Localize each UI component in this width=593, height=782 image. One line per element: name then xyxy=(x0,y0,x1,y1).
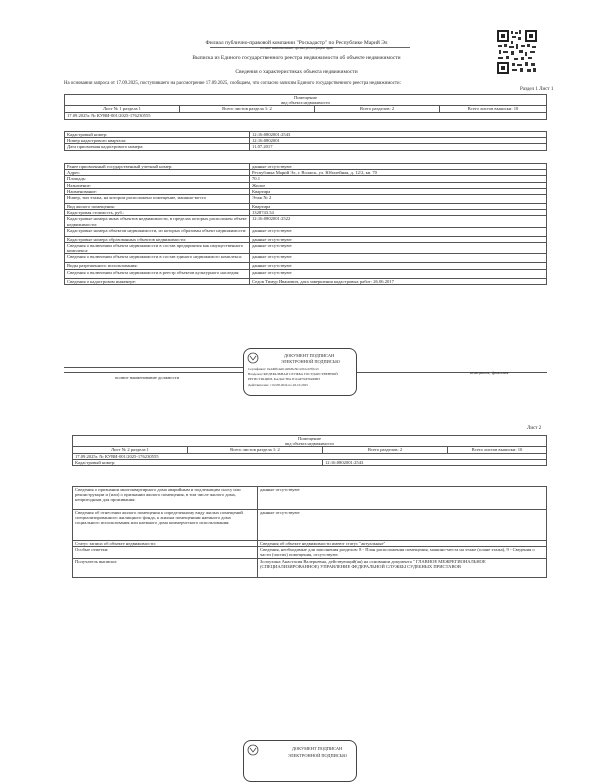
stamp1-title: ДОКУМЕНТ ПОДПИСАН xyxy=(284,353,335,358)
sheet2-object-kind: Помещение xyxy=(73,436,547,442)
row-value: Квартира xyxy=(250,204,547,210)
row-value: Этаж № 2 xyxy=(250,195,547,204)
row-label: Статус записи об объекте недвижимости: xyxy=(73,541,258,547)
table-row xyxy=(73,547,547,558)
stamp1-owner: Владелец: ФЕДЕРАЛЬНАЯ СЛУЖБА ГОСУДАРСТВЕННОЙ xyxy=(248,372,338,376)
row-value: данные отсутствуют xyxy=(250,269,547,278)
row-value: Сведения об объекте недвижимости имеют статус "актуальные" xyxy=(258,541,547,547)
row-label: Виды разрешенного использования: xyxy=(65,263,250,269)
stamp1-subtitle: ЭЛЕКТРОННОЙ ПОДПИСЬЮ xyxy=(281,359,340,364)
row-label: Площадь: xyxy=(65,176,250,182)
table-row xyxy=(65,278,547,284)
sheet1-header-table xyxy=(64,94,547,120)
row-label: Наименование: xyxy=(65,188,250,194)
row-label: Кадастровый номер: xyxy=(65,132,250,138)
row-value: данные отсутствуют xyxy=(250,263,547,269)
sheet2-sheet-number: Лист № 2 раздела 1 xyxy=(73,447,188,453)
section-page-label: Раздел 1 Лист 1 xyxy=(520,87,554,92)
sheet2-page-label: Лист 2 xyxy=(527,426,542,431)
row-value: 11.07.2017 xyxy=(250,144,547,150)
org-line: Филиал публично-правовой компании "Роскадастр" по Республике Марий Эл xyxy=(205,40,388,46)
row-value: данные отсутствуют xyxy=(250,164,547,170)
sheet1-object-kind-caption: вид объекта недвижимости xyxy=(65,100,547,106)
e-signature-stamp-2 xyxy=(243,740,357,782)
row-value: 1328743.54 xyxy=(250,210,547,216)
row-label: Номер, тип этажа, на котором расположено помещение, машино-место xyxy=(65,195,250,204)
row-value: Золоухина Анастасия Валерьевна, действующий(ая) на основании документа " ГЛАВНОЕ МЕЖРЕГИОНАЛЬНОЕ (СПЕЦИАЛИЗИРОВАННОЕ) УПРАВЛЕНИЕ ФЕДЕРАЛЬНОЙ СЛУЖБЫ СУДЕБНЫХ ПРИСТАВОВ xyxy=(258,558,547,577)
row-value: 12:16:0802001 xyxy=(250,138,547,144)
stamp2-subtitle: ЭЛЕКТРОННОЙ ПОДПИСЬЮ xyxy=(288,753,347,758)
row-value: данные отсутствуют xyxy=(258,487,547,510)
stamp2-title: ДОКУМЕНТ ПОДПИСАН xyxy=(292,746,343,751)
table-row xyxy=(73,510,547,541)
row-value: Жилое xyxy=(250,182,547,188)
org-subcaption: полное наименование органа регистрации прав xyxy=(260,46,333,50)
table-row xyxy=(65,216,547,227)
table-row xyxy=(65,195,547,204)
row-label: Сведения об отнесении жилого помещения к определенному виду жилых помещений специализированного жилищного фонда, к жилым помещениям наемного дома социального использования или наемного дома коммерческого использования: xyxy=(73,510,258,541)
sheet1-name-caption: инициалы, фамилия xyxy=(470,370,509,375)
row-value: Сведения, необходимые для заполнения разделов: 8 - План расположения помещения, машино-места на этаже (плане этажа), 9 - Сведения о части (частях) помещения, отсутствуют. xyxy=(258,547,547,558)
row-label: Сведения о включении объекта недвижимости в состав единого недвижимого комплекса: xyxy=(65,254,250,263)
table-row xyxy=(65,227,547,236)
row-value: данные отсутствуют xyxy=(250,227,547,236)
emblem-icon xyxy=(247,352,259,364)
row-value: Республика Марий Эл, г. Волжск, ул. Юбилейная, д. 12/2, кв. 70 xyxy=(250,170,547,176)
sheet1-sheets-in-section: Всего листов раздела 1: 2 xyxy=(180,106,315,112)
sheet1-position-caption: полное наименование должности xyxy=(115,375,179,380)
row-value: Квартира xyxy=(250,188,547,194)
table-row xyxy=(65,243,547,254)
row-value: Седов Тимур Иванович, дата завершения кадастровых работ: 26.06.2017 xyxy=(250,278,547,284)
sheet2-document-number: 17.09.2025г. № КУВИ-001/2025-176230555 xyxy=(73,453,547,459)
row-label: Вид жилого помещения: xyxy=(65,204,250,210)
table-row xyxy=(73,487,547,510)
row-value: данные отсутствуют xyxy=(250,243,547,254)
row-label: Кадастровая стоимость, руб.: xyxy=(65,210,250,216)
sheet2-cadastral-label: Кадастровый номер: xyxy=(73,459,323,465)
row-label: Особые отметки: xyxy=(73,547,258,558)
sheet2-details-table xyxy=(72,486,547,578)
row-label: Кадастровые номера объектов недвижимости, из которых образован объект недвижимости: xyxy=(65,227,250,236)
sheet1-sheet-number: Лист № 1 раздела 1 xyxy=(65,106,180,112)
row-label: Кадастровые номера иных объектов недвижимости, в пределах которых расположен объект недвижимости: xyxy=(65,216,250,227)
sheet1-sections-total: Всего разделов: 2 xyxy=(315,106,440,112)
table-row xyxy=(65,254,547,263)
sheet1-sheets-total: Всего листов выписки: 10 xyxy=(440,106,547,112)
row-label: Сведения о включении объекта недвижимости в реестр объектов культурного наследия: xyxy=(65,269,250,278)
sheet2-cadastral-value: 12:16:0802001:2543 xyxy=(323,459,547,465)
sheet2-header-table xyxy=(72,435,547,466)
row-label: Назначение: xyxy=(65,182,250,188)
row-value: данные отсутствуют xyxy=(258,510,547,541)
row-label: Кадастровые номера образованных объектов недвижимости: xyxy=(65,236,250,242)
row-value: 70.1 xyxy=(250,176,547,182)
row-label: Получатель выписки: xyxy=(73,558,258,577)
sheet2-sections-total: Всего разделов: 2 xyxy=(323,447,448,453)
row-value: 12:16:0802001:2543 xyxy=(250,132,547,138)
request-basis: На основании запроса от 17.09.2025, поступившего на рассмотрение 17.09.2025, сообщаем, что согласно записям Единого государственного реестра недвижимости: xyxy=(64,81,401,86)
row-label: Дата присвоения кадастрового номера: xyxy=(65,144,250,150)
sheet1-object-kind: Помещение xyxy=(65,95,547,101)
row-label: Сведения о признании многоквартирного дома аварийным и подлежащим сносу или реконструкции и (или) о признании жилого помещения, в том числе жилого дома, непригодным для проживания: xyxy=(73,487,258,510)
table-row xyxy=(65,269,547,278)
sheet2-object-kind-caption: вид объекта недвижимости xyxy=(73,441,547,447)
row-label: Адрес: xyxy=(65,170,250,176)
table-row xyxy=(73,558,547,577)
sheet1-identifiers-table xyxy=(64,131,547,151)
e-signature-stamp xyxy=(243,348,357,396)
stamp1-validity: Действителен: с 02.08.2024 по 26.10.2025 xyxy=(248,383,308,387)
row-value: данные отсутствуют xyxy=(250,254,547,263)
stamp1-owner-cont: РЕГИСТРАЦИИ, КАДАСТРА И КАРТОГРАФИИ xyxy=(248,377,320,381)
row-value: данные отсутствуют xyxy=(250,236,547,242)
qr-code xyxy=(497,30,537,74)
sheet1-characteristics-table xyxy=(64,163,547,285)
document-title: Выписка из Единого государственного реестра недвижимости об объекте недвижимости xyxy=(192,55,401,61)
row-value: 12:16:0802001:2522 xyxy=(250,216,547,227)
sheet1-document-number: 17.09.2025г. № КУВИ-001/2025-176230555 xyxy=(65,112,547,119)
stamp1-certificate: Сертификат: 0a4d0fb4e01d28d5e5b1a5b1eb7f6ca5 xyxy=(248,367,319,371)
row-label: Сведения о кадастровом инженере: xyxy=(65,278,250,284)
sheet2-sheets-in-section: Всего листов раздела 1: 2 xyxy=(188,447,323,453)
row-label: Сведения о включении объекта недвижимости в состав предприятия как имущественного комплекса: xyxy=(65,243,250,254)
row-label: Ранее присвоенный государственный учетный номер: xyxy=(65,164,250,170)
document-subtitle: Сведения о характеристиках объекта недвижимости xyxy=(235,69,358,75)
row-label: Номер кадастрового квартала: xyxy=(65,138,250,144)
emblem-icon xyxy=(247,744,259,756)
sheet2-sheets-total: Всего листов выписки: 10 xyxy=(448,447,547,453)
table-row xyxy=(65,144,547,150)
